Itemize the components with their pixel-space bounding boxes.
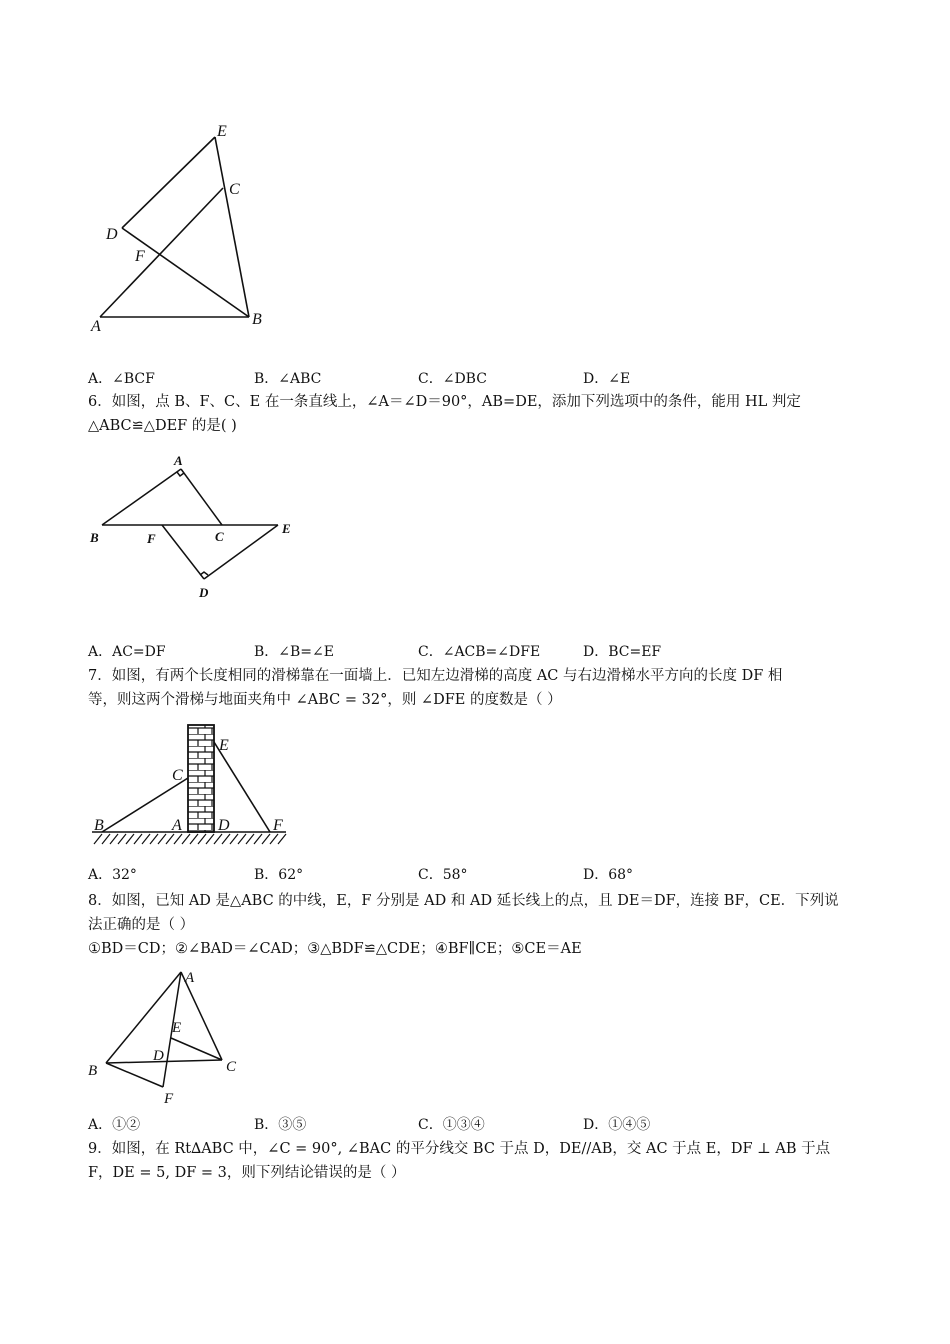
label-F: F [135,248,145,265]
figure-q8 [84,966,254,1108]
label-C: C [172,767,183,784]
option-b[interactable]: B．62° [254,867,304,883]
segment-EB [215,137,249,317]
label-A: A [174,453,183,468]
label-D: D [199,585,209,600]
segment-EC [171,1038,222,1060]
segment-BF [106,1063,163,1087]
label-B: B [88,1063,98,1079]
label-C: C [215,529,224,544]
q8-stem-line2: 法正确的是（ ） [88,917,195,933]
ground-hatching [94,834,286,844]
label-B: B [252,311,262,328]
label-F: F [273,817,283,834]
figure-q5 [91,118,275,338]
segment-BA [102,469,181,525]
q7-stem-line1: 7．如图，有两个长度相同的滑梯靠在一面墙上．已知左边滑梯的高度 AC 与右边滑梯水平方向的长度 DF 相 [88,668,783,684]
segment-BC [106,1060,222,1063]
label-D: D [153,1048,164,1064]
label-E: E [282,521,291,536]
option-a[interactable]: A．32° [88,867,137,883]
label-F: F [147,531,156,546]
figure-q6 [88,452,308,602]
label-B: B [94,817,104,834]
label-D: D [218,817,230,834]
q8-stem-line1: 8．如图，已知 AD 是△ABC 的中线，E，F 分别是 AD 和 AD 延长线上的点，且 DE＝DF，连接 BF，CE．下列说 [88,893,839,909]
q9-stem-line2: F，DE = 5, DF = 3，则下列结论错误的是（ ） [88,1165,406,1181]
label-D: D [106,226,118,243]
label-F: F [164,1091,174,1107]
q5-options [88,368,868,390]
option-d[interactable]: D．∠E [583,371,631,387]
label-C: C [226,1059,237,1075]
label-E: E [219,737,229,754]
option-c[interactable]: C．∠ACB=∠DFE [418,644,541,660]
segment-DE [122,137,215,228]
option-c[interactable]: C．∠DBC [418,371,487,387]
option-a[interactable]: A．①② [88,1117,141,1133]
segment-AC [100,188,223,317]
option-b[interactable]: B．∠B=∠E [254,644,334,660]
q6-stem-line1: 6．如图，点 B、F、C、E 在一条直线上，∠A＝∠D＝90°，AB=DE，添加下列选项中的条件，能用 HL 判定 [88,394,801,410]
option-a[interactable]: A．∠BCF [88,371,155,387]
option-c[interactable]: C．①③④ [418,1117,485,1133]
q6-stem-line2: △ABC≌△DEF 的是( ) [88,418,237,434]
q7-stem-line2: 等，则这两个滑梯与地面夹角中 ∠ABC = 32°，则 ∠DFE 的度数是（ ） [88,692,562,708]
label-C: C [229,181,240,198]
label-A: A [172,817,182,834]
option-b[interactable]: B．∠ABC [254,371,322,387]
label-E: E [217,123,227,140]
segment-DB [122,228,249,317]
segment-AC [181,469,222,525]
q9-stem-line1: 9．如图，在 Rt∆ABC 中，∠C = 90°, ∠BAC 的平分线交 BC 于点 D，DE//AB，交 AC 于点 E，DF ⊥ AB 于点 [88,1141,831,1157]
label-A: A [91,318,101,335]
option-a[interactable]: A．AC=DF [88,644,166,660]
q6-options [88,641,868,663]
option-d[interactable]: D．①④⑤ [583,1117,651,1133]
option-b[interactable]: B．③⑤ [254,1117,307,1133]
label-A: A [185,970,195,986]
brick-wall [188,725,214,832]
label-B: B [90,530,99,545]
segment-AB [106,972,181,1063]
option-d[interactable]: D．68° [583,867,634,883]
right-angle-D [200,572,208,575]
label-E: E [172,1020,182,1036]
q8-options [88,1114,868,1136]
option-d[interactable]: D．BC=EF [583,644,662,660]
option-c[interactable]: C．58° [418,867,468,883]
q8-statements: ①BD＝CD；②∠BAD＝∠CAD；③△BDF≌△CDE；④BF∥CE；⑤CE＝AE [88,941,582,957]
figure-q7 [88,722,298,850]
segment-FD [162,525,204,579]
q7-options [88,864,868,886]
